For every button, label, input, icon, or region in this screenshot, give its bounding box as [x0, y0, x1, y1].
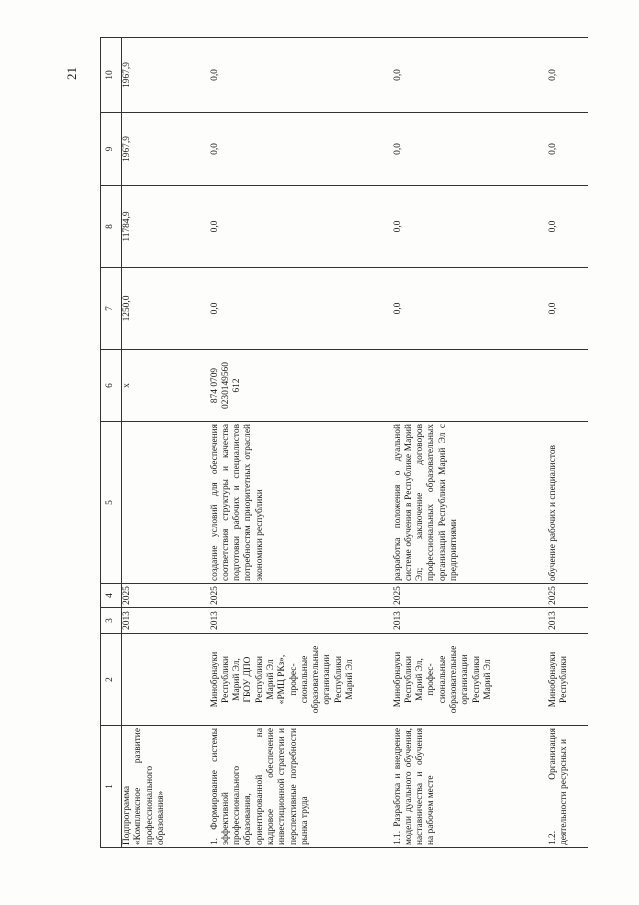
page-number: 21 — [64, 67, 79, 80]
table-cell: 0,0 — [393, 186, 548, 268]
table-row — [393, 38, 548, 848]
table-row — [548, 38, 588, 848]
table-cell: 0,0 — [210, 186, 393, 268]
table-cell: 2013 — [393, 608, 548, 634]
program-table — [100, 37, 588, 848]
table-cell: Минобрнауки Республики Марий Эл, профес- сиональные образовательные организации Республики Марий Эл — [393, 634, 548, 726]
table-cell: 1.1. Разработка и внедрение модели дуального обучения, наставничества и обучения на рабочем месте — [393, 726, 548, 848]
table-cell: 0,0 — [548, 268, 588, 350]
column-header: 7 — [101, 268, 122, 350]
table-row — [210, 38, 393, 848]
column-header: 5 — [101, 422, 122, 584]
table-cell: создание условий для обеспечения соответствия структуры и качества подготовки рабочих и специалистов потребностям приоритетных отраслей экономики республики — [210, 422, 393, 584]
table-cell: разработка положения о дуальной системе обучения в Республике Марий Эл; заключение договоров профессиональных образовательных организаций Республики Марий Эл с предприятиями — [393, 422, 548, 584]
column-header: 4 — [101, 584, 122, 608]
table-cell: Минобрнауки Республики — [548, 634, 588, 726]
table-cell: обучение рабочих и специалистов — [548, 422, 588, 584]
table-cell: 0,0 — [548, 113, 588, 186]
table-cell: 11784,9 — [122, 186, 210, 268]
table-cell: 1967,9 — [122, 113, 210, 186]
table-cell — [122, 422, 210, 584]
table-cell: Подпрограмма «Комплексное развитие профессионального образования» — [122, 726, 210, 848]
table-cell: Минобрнауки Республики Марий Эл, ГБОУ ДПО Республики Марий Эл «РМЦ РКз», профес- сиональные образовательные организации Республики Марий Эл — [210, 634, 393, 726]
table-cell: 1250,0 — [122, 268, 210, 350]
column-header: 8 — [101, 186, 122, 268]
table-cell: 2013 — [548, 608, 588, 634]
table-cell: х — [122, 350, 210, 422]
table-cell: 2025 — [548, 584, 588, 608]
table-cell: 1. Формирование системы эффективной профессионального образования, ориентированной на кадровое обеспечение инвестиционной стратегии и перспективные потребности рынка труда — [210, 726, 393, 848]
table-cell: 2025 — [122, 584, 210, 608]
table-cell: 874 0709 0230149560 612 — [210, 350, 393, 422]
column-header: 1 — [101, 726, 122, 848]
column-header: 10 — [101, 38, 122, 113]
table-cell: 1967,9 — [122, 38, 210, 113]
table-cell: 0,0 — [393, 38, 548, 113]
table-cell — [122, 634, 210, 726]
table-cell: 0,0 — [548, 38, 588, 113]
table-cell: 0,0 — [210, 38, 393, 113]
column-header: 6 — [101, 350, 122, 422]
table-cell: 0,0 — [393, 268, 548, 350]
header-row — [101, 38, 122, 848]
table-cell — [548, 350, 588, 422]
rotated-table-container — [100, 38, 590, 848]
column-header: 9 — [101, 113, 122, 186]
column-header: 2 — [101, 634, 122, 726]
column-header: 3 — [101, 608, 122, 634]
table-cell: 2013 — [210, 608, 393, 634]
table-cell: 0,0 — [548, 186, 588, 268]
table-cell: 2025 — [210, 584, 393, 608]
table-row — [122, 38, 210, 848]
table-cell: 0,0 — [210, 113, 393, 186]
table-cell — [393, 350, 548, 422]
table-cell: 1.2. Организация деятельности ресурсных и — [548, 726, 588, 848]
table-cell: 2025 — [393, 584, 548, 608]
table-cell: 0,0 — [210, 268, 393, 350]
table-cell: 2013 — [122, 608, 210, 634]
table-cell: 0,0 — [393, 113, 548, 186]
